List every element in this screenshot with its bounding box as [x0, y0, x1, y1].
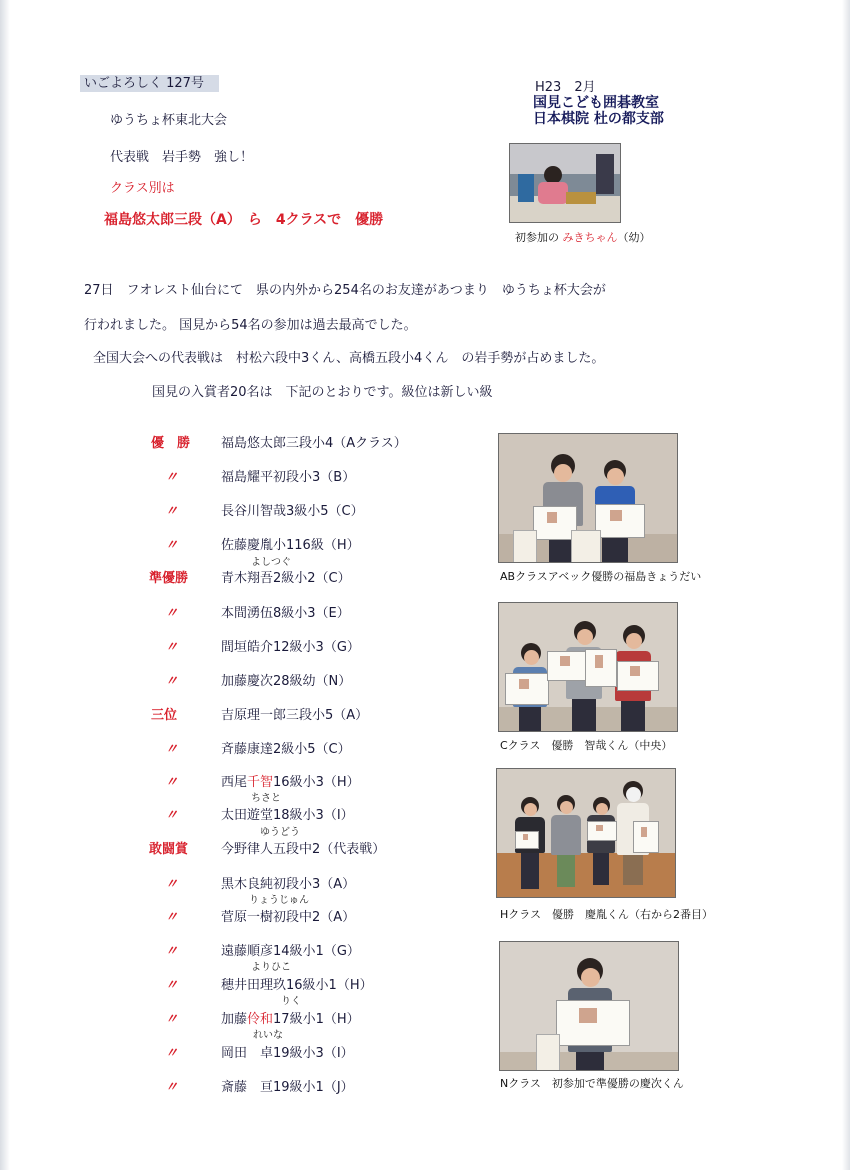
- rank-label: 三位: [151, 708, 178, 723]
- rank-label: 敢闘賞: [149, 842, 189, 857]
- caption-photo3: Hクラス 優勝 慶胤くん（右から2番目）: [500, 908, 713, 921]
- ditto-mark: 〃: [165, 504, 179, 519]
- headline-class: クラス別は: [110, 181, 175, 196]
- name-part: 17級小1（H）: [273, 1012, 360, 1027]
- caption-top-b: みきちゃん: [562, 231, 618, 244]
- page-edge: [0, 0, 10, 1170]
- intro-line: 27日 フオレスト仙台にて 県の内外から254名のお友達があつまり ゆうちょ杯大会が: [84, 283, 606, 298]
- rank-label: 準優勝: [149, 571, 189, 586]
- headline-winner: 福島悠太郎三段（A） ら 4クラスで 優勝: [104, 212, 384, 228]
- result-name: [221, 771, 360, 790]
- rank-label: 優 勝: [151, 436, 191, 451]
- ditto-mark: 〃: [165, 978, 179, 993]
- ruby-text: ゆうどう: [260, 827, 300, 838]
- result-name: 吉原理一郎三段小5（A）: [221, 708, 369, 723]
- ditto-mark: 〃: [165, 742, 179, 757]
- result-name: 黒木良純初段小3（A）: [221, 877, 356, 892]
- name-part-highlight: 伶和: [247, 1012, 274, 1027]
- page-edge: [842, 0, 850, 1170]
- name-part-highlight: 千智: [247, 775, 274, 790]
- result-name: 遠藤順彦14級小1（G）: [221, 944, 360, 959]
- org-name: 国見こども囲碁教室: [533, 95, 659, 111]
- intro-line: 全国大会への代表戦は 村松六段中3くん、高橋五段小4くん の岩手勢が占めました。: [93, 351, 605, 366]
- result-name: 穂井田理玖16級小1（H）: [221, 978, 373, 993]
- photo-keiji: [499, 941, 679, 1071]
- intro-line: 国見の入賞者20名は 下記のとおりです。級位は新しい級: [152, 385, 493, 400]
- ditto-mark: 〃: [165, 944, 179, 959]
- org-branch: 日本棋院 杜の都支部: [533, 111, 664, 127]
- issue-label: いごよろしく 127号: [80, 75, 219, 92]
- name-part: 16級小3（H）: [273, 775, 360, 790]
- ditto-mark: 〃: [165, 470, 179, 485]
- ditto-mark: 〃: [165, 1012, 179, 1027]
- ruby-text: りく: [281, 996, 301, 1007]
- ruby-text: りょうじゅん: [249, 895, 309, 906]
- result-name: 福島悠太郎三段小4（Aクラス）: [221, 436, 407, 451]
- photo-fukushima: [498, 433, 678, 563]
- date: H23 2月: [535, 80, 596, 95]
- ditto-mark: 〃: [165, 808, 179, 823]
- ditto-mark: 〃: [165, 1080, 179, 1095]
- caption-top-a: 初参加の: [515, 231, 559, 244]
- result-name: 斎藤 亘19級小1（J）: [221, 1080, 354, 1095]
- ditto-mark: 〃: [165, 877, 179, 892]
- ditto-mark: 〃: [165, 606, 179, 621]
- result-name: 太田遊堂18級小3（I）: [221, 808, 354, 823]
- headline-event: ゆうちょ杯東北大会: [110, 113, 228, 128]
- intro-line: 行われました。 国見から54名の参加は過去最高でした。: [84, 318, 417, 333]
- photo-yoshitane: [496, 768, 676, 898]
- caption-photo1: ABクラスアベック優勝の福島きょうだい: [500, 570, 702, 583]
- ruby-text: ちさと: [251, 793, 281, 804]
- result-name: 佐藤慶胤小116級（H）: [221, 538, 360, 553]
- result-name: 間垣皓介12級小3（G）: [221, 640, 360, 655]
- photo-tomoya: [498, 602, 678, 732]
- headline-rep: 代表戦 岩手勢 強し！: [110, 150, 254, 165]
- result-name: 長谷川智哉3級小5（C）: [221, 504, 364, 519]
- ruby-text: れいな: [253, 1030, 283, 1041]
- result-name: 本間湧伍8級小3（E）: [221, 606, 350, 621]
- result-name: 青木翔吾2級小2（C）: [221, 571, 351, 586]
- ditto-mark: 〃: [165, 1046, 179, 1061]
- photo-top: [509, 143, 621, 223]
- ditto-mark: 〃: [165, 538, 179, 553]
- result-name: 加藤慶次28級幼（N）: [221, 674, 352, 689]
- ditto-mark: 〃: [165, 775, 179, 790]
- name-part: 加藤: [221, 1012, 248, 1027]
- ditto-mark: 〃: [165, 640, 179, 655]
- caption-top-c: （幼）: [617, 231, 651, 244]
- ditto-mark: 〃: [165, 674, 179, 689]
- result-name: 今野律人五段中2（代表戦）: [221, 842, 386, 857]
- ruby-text: よしつぐ: [251, 557, 291, 568]
- name-part: 西尾: [221, 775, 248, 790]
- caption-top: [515, 229, 651, 245]
- caption-photo4: Nクラス 初参加で準優勝の慶次くん: [500, 1077, 684, 1090]
- ditto-mark: 〃: [165, 910, 179, 925]
- result-name: 斉藤康達2級小5（C）: [221, 742, 351, 757]
- result-name: 菅原一樹初段中2（A）: [221, 910, 356, 925]
- result-name: 福島耀平初段小3（B）: [221, 470, 356, 485]
- caption-photo2: Cクラス 優勝 智哉くん（中央）: [500, 739, 673, 752]
- ruby-text: よりひこ: [251, 962, 291, 973]
- result-name: 岡田 卓19級小3（I）: [221, 1046, 354, 1061]
- result-name: [221, 1008, 360, 1027]
